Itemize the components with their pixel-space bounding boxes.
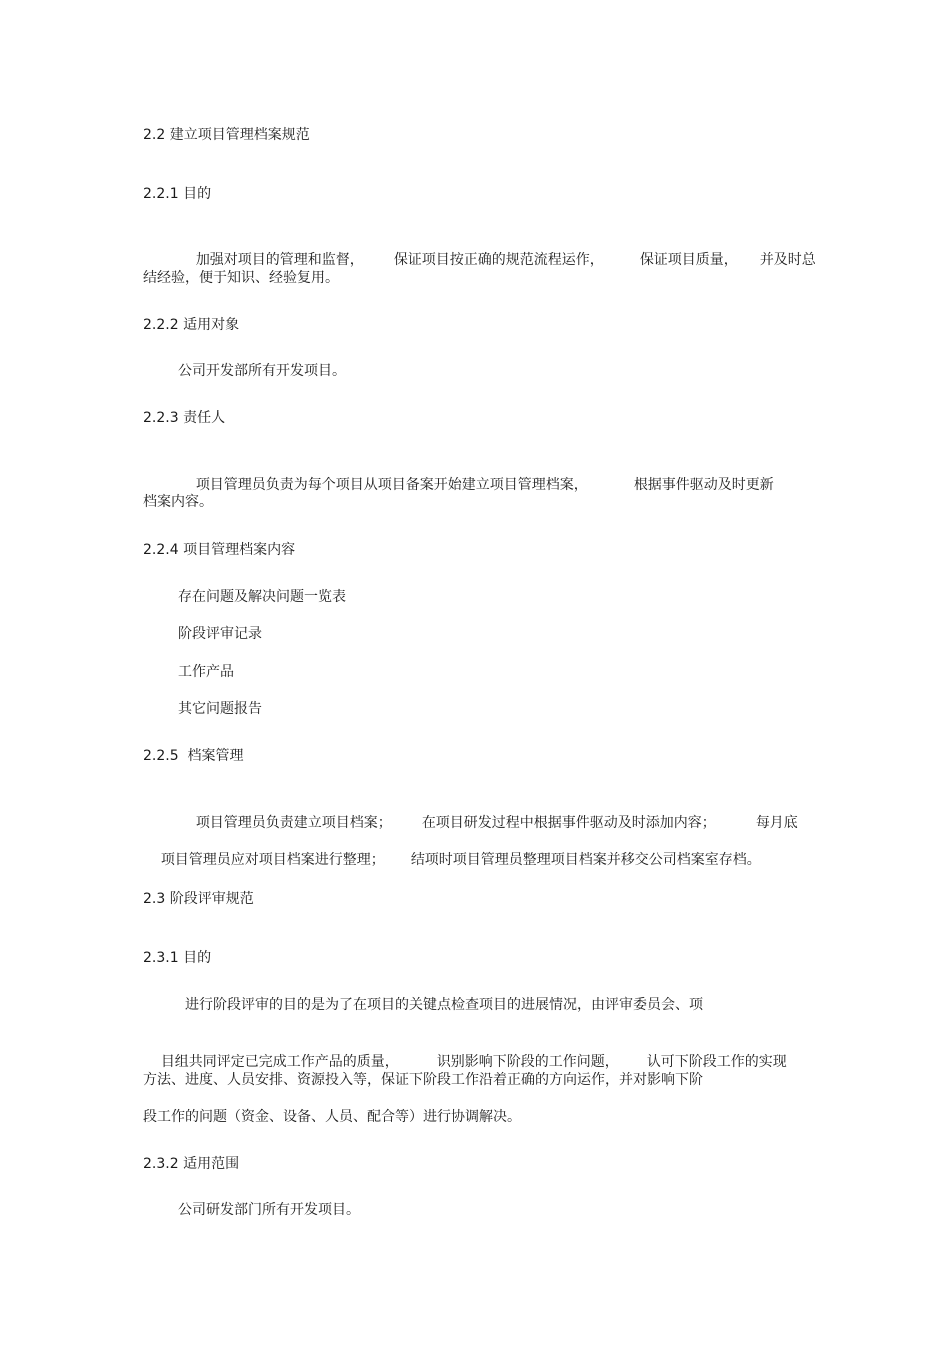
section-heading-2-3: 2.3 阶段评审规范 bbox=[143, 891, 254, 907]
paragraph-2-2-3-line1 bbox=[178, 455, 774, 515]
section-heading-2-2-2: 2.2.2 适用对象 bbox=[143, 317, 240, 333]
text-segment: 保证项目质量， bbox=[639, 252, 738, 268]
paragraph-2-2-1-line2: 结经验，便于知识、经验复用。 bbox=[143, 270, 339, 286]
text-segment: 项目管理员负责建立项目档案； bbox=[195, 815, 392, 831]
text-segment: 项目管理员应对项目档案进行整理； bbox=[160, 852, 385, 868]
list-item: 阶段评审记录 bbox=[178, 626, 262, 642]
text-segment: 根据事件驱动及时更新 bbox=[633, 477, 774, 493]
paragraph-2-3-1-line3: 方法、进度、人员安排、资源投入等，保证下阶段工作沿着正确的方向运作，并对影响下阶 bbox=[143, 1072, 703, 1088]
section-heading-2-2: 2.2 建立项目管理档案规范 bbox=[143, 127, 310, 143]
text-segment: 在项目研发过程中根据事件驱动及时添加内容； bbox=[421, 815, 716, 831]
text-segment: 认可下阶段工作的实现 bbox=[646, 1054, 787, 1070]
text-segment: 并及时总 bbox=[759, 252, 816, 268]
list-item: 存在问题及解决问题一览表 bbox=[178, 589, 346, 605]
text-segment: 识别影响下阶段的工作问题， bbox=[436, 1054, 619, 1070]
paragraph-2-3-1-line1: 进行阶段评审的目的是为了在项目的关键点检查项目的进展情况，由评审委员会、项 bbox=[185, 997, 703, 1013]
paragraph-2-3-1-line4: 段工作的问题（资金、设备、人员、配合等）进行协调解决。 bbox=[143, 1109, 521, 1125]
section-heading-2-3-2: 2.3.2 适用范围 bbox=[143, 1156, 240, 1172]
list-item: 工作产品 bbox=[178, 664, 234, 680]
text-segment: 结项时项目管理员整理项目档案并移交公司档案室存档。 bbox=[410, 852, 761, 868]
paragraph-2-2-5-line2 bbox=[143, 830, 761, 890]
text-segment: 每月底 bbox=[755, 815, 798, 831]
paragraph-2-2-3-line2: 档案内容。 bbox=[143, 494, 213, 510]
text-segment: 项目管理员负责为每个项目从项目备案开始建立项目管理档案， bbox=[195, 477, 588, 493]
section-heading-2-2-4: 2.2.4 项目管理档案内容 bbox=[143, 542, 296, 558]
section-heading-2-2-1: 2.2.1 目的 bbox=[143, 186, 212, 202]
text-segment: 加强对项目的管理和监督， bbox=[195, 252, 364, 268]
text-segment: 保证项目按正确的规范流程运作， bbox=[393, 252, 604, 268]
section-heading-2-3-1: 2.3.1 目的 bbox=[143, 950, 212, 966]
text-segment: 目组共同评定已完成工作产品的质量， bbox=[160, 1054, 399, 1070]
paragraph-2-2-2: 公司开发部所有开发项目。 bbox=[178, 363, 346, 379]
section-heading-2-2-5: 2.2.5 档案管理 bbox=[143, 748, 244, 764]
paragraph-2-3-2: 公司研发部门所有开发项目。 bbox=[178, 1202, 360, 1218]
section-heading-2-2-3: 2.2.3 责任人 bbox=[143, 410, 226, 426]
list-item: 其它问题报告 bbox=[178, 701, 262, 717]
